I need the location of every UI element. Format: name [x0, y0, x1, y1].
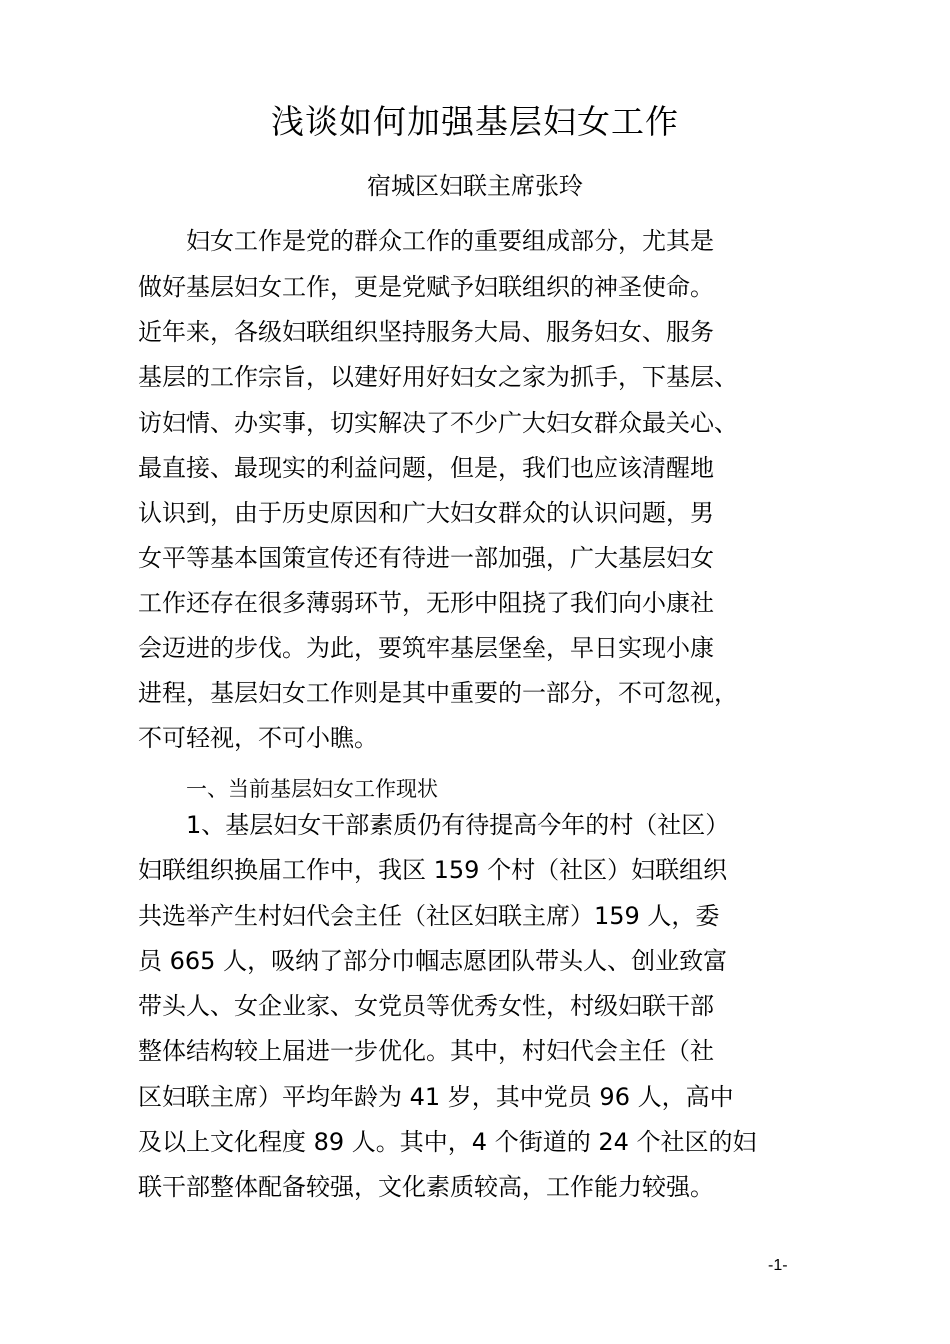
paragraph-line: 工作还存在很多薄弱环节，无形中阻挠了我们向小康社	[138, 589, 714, 617]
paragraph-line: 访妇情、办实事，切实解决了不少广大妇女群众最关心、	[138, 409, 738, 437]
paragraph-line: 带头人、女企业家、女党员等优秀女性，村级妇联干部	[138, 992, 714, 1020]
paragraph-line: 共选举产生村妇代会主任（社区妇联主席）159 人，委	[138, 902, 720, 930]
document-title: 浅谈如何加强基层妇女工作	[271, 102, 679, 141]
paragraph-line: 1、基层妇女干部素质仍有待提高今年的村（社区）	[186, 811, 730, 839]
paragraph-line: 基层的工作宗旨，以建好用好妇女之家为抓手，下基层、	[138, 363, 738, 391]
paragraph-line: 最直接、最现实的利益问题，但是，我们也应该清醒地	[138, 454, 714, 482]
paragraph-line: 及以上文化程度 89 人。其中，4 个街道的 24 个社区的妇	[138, 1128, 757, 1156]
paragraph-line: 妇女工作是党的群众工作的重要组成部分，尤其是	[186, 227, 714, 255]
paragraph-line: 员 665 人，吸纳了部分巾帼志愿团队带头人、创业致富	[138, 947, 728, 975]
paragraph-line: 整体结构较上届进一步优化。其中，村妇代会主任（社	[138, 1037, 714, 1065]
paragraph-line: 不可轻视，不可小瞧。	[138, 724, 378, 752]
page-number: -1-	[768, 1257, 788, 1274]
paragraph-line: 认识到，由于历史原因和广大妇女群众的认识问题，男	[138, 499, 714, 527]
paragraph-line: 会迈进的步伐。为此，要筑牢基层堡垒，早日实现小康	[138, 634, 714, 662]
paragraph-line: 进程，基层妇女工作则是其中重要的一部分，不可忽视，	[138, 679, 738, 707]
paragraph-line: 联干部整体配备较强，文化素质较高，工作能力较强。	[138, 1173, 714, 1201]
document-author: 宿城区妇联主席张玲	[367, 172, 583, 200]
paragraph-line: 做好基层妇女工作，更是党赋予妇联组织的神圣使命。	[138, 273, 714, 301]
section-heading: 一、当前基层妇女工作现状	[186, 777, 438, 801]
paragraph-line: 近年来，各级妇联组织坚持服务大局、服务妇女、服务	[138, 318, 714, 346]
paragraph-line: 妇联组织换届工作中，我区 159 个村（社区）妇联组织	[138, 856, 728, 884]
paragraph-line: 女平等基本国策宣传还有待进一部加强，广大基层妇女	[138, 544, 714, 572]
paragraph-line: 区妇联主席）平均年龄为 41 岁，其中党员 96 人，高中	[138, 1083, 734, 1111]
